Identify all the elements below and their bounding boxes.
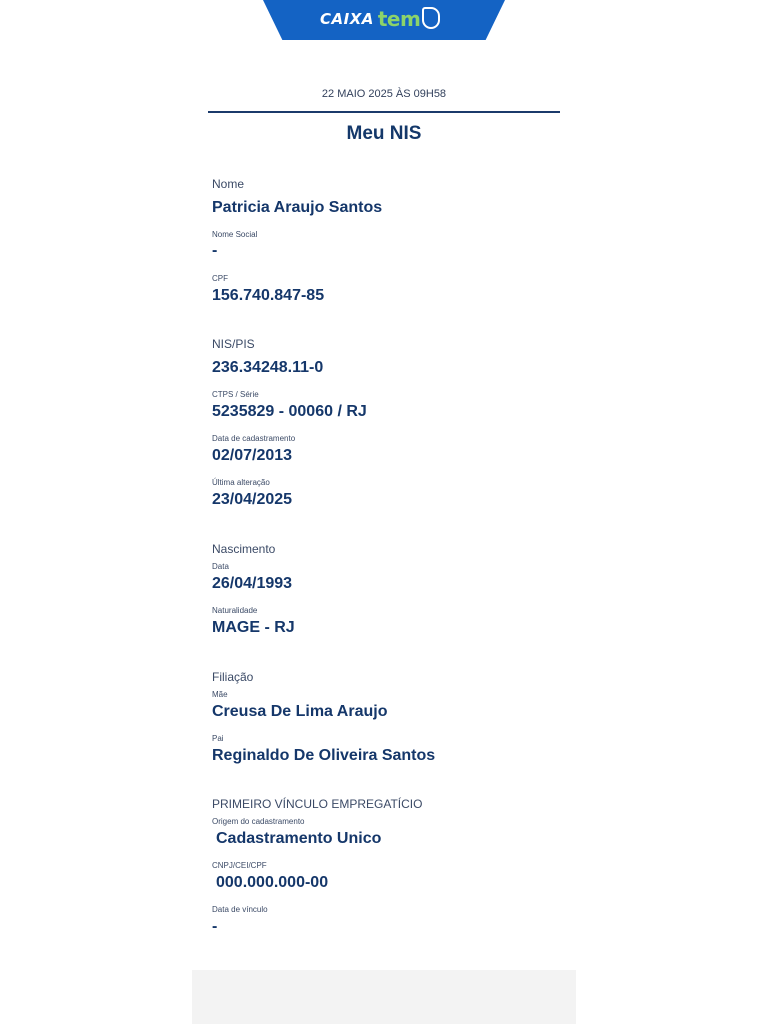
ctps-value: 5235829 - 00060 / RJ (212, 403, 367, 420)
cadastramento-value: 02/07/2013 (212, 447, 293, 464)
caixa-tem-logo (320, 4, 440, 34)
speech-bubble-icon (422, 7, 440, 29)
ultima-alteracao-value: 23/04/2025 (212, 491, 293, 508)
mae-value: Creusa De Lima Araujo (212, 703, 388, 720)
cnpj-value: 000.000.000-00 (216, 874, 329, 891)
page-title: Meu NIS (346, 123, 422, 144)
nascimento-data-value: 26/04/1993 (212, 575, 293, 592)
nome-value: Patricia Araujo Santos (212, 199, 383, 216)
ctps-label: CTPS / Série (212, 390, 259, 399)
cpf-value: 156.740.847-85 (212, 287, 325, 304)
section-nome: Nome (212, 177, 245, 191)
section-filiacao: Filiação (212, 670, 254, 684)
cadastramento-label: Data de cadastramento (212, 434, 296, 443)
pai-value: Reginaldo De Oliveira Santos (212, 747, 436, 764)
origem-cadastramento-label: Origem do cadastramento (212, 817, 305, 826)
naturalidade-value: MAGE - RJ (212, 619, 295, 636)
cpf-label: CPF (212, 274, 228, 283)
section-nis: NIS/PIS (212, 337, 255, 351)
cnpj-label: CNPJ/CEI/CPF (212, 861, 267, 870)
nome-social-value: - (212, 242, 218, 259)
section-primeiro-vinculo: PRIMEIRO VÍNCULO EMPREGATÍCIO (212, 797, 423, 811)
logo-caixa-text: CAIXA (320, 10, 374, 28)
naturalidade-label: Naturalidade (212, 606, 258, 615)
nis-value: 236.34248.11-0 (212, 359, 324, 376)
nascimento-data-label: Data (212, 562, 229, 571)
section-nascimento: Nascimento (212, 542, 276, 556)
ultima-alteracao-label: Última alteração (212, 478, 270, 487)
logo-tem-text: tem (377, 7, 421, 31)
nome-social-label: Nome Social (212, 230, 258, 239)
mae-label: Mãe (212, 690, 228, 699)
pai-label: Pai (212, 734, 224, 743)
origem-cadastramento-value: Cadastramento Unico (216, 830, 382, 847)
document-timestamp: 22 MAIO 2025 ÀS 09H58 (321, 88, 447, 100)
data-vinculo-label: Data de vínculo (212, 905, 268, 914)
header-divider (208, 111, 560, 113)
data-vinculo-value: - (212, 918, 218, 935)
footer-panel (192, 970, 576, 1024)
